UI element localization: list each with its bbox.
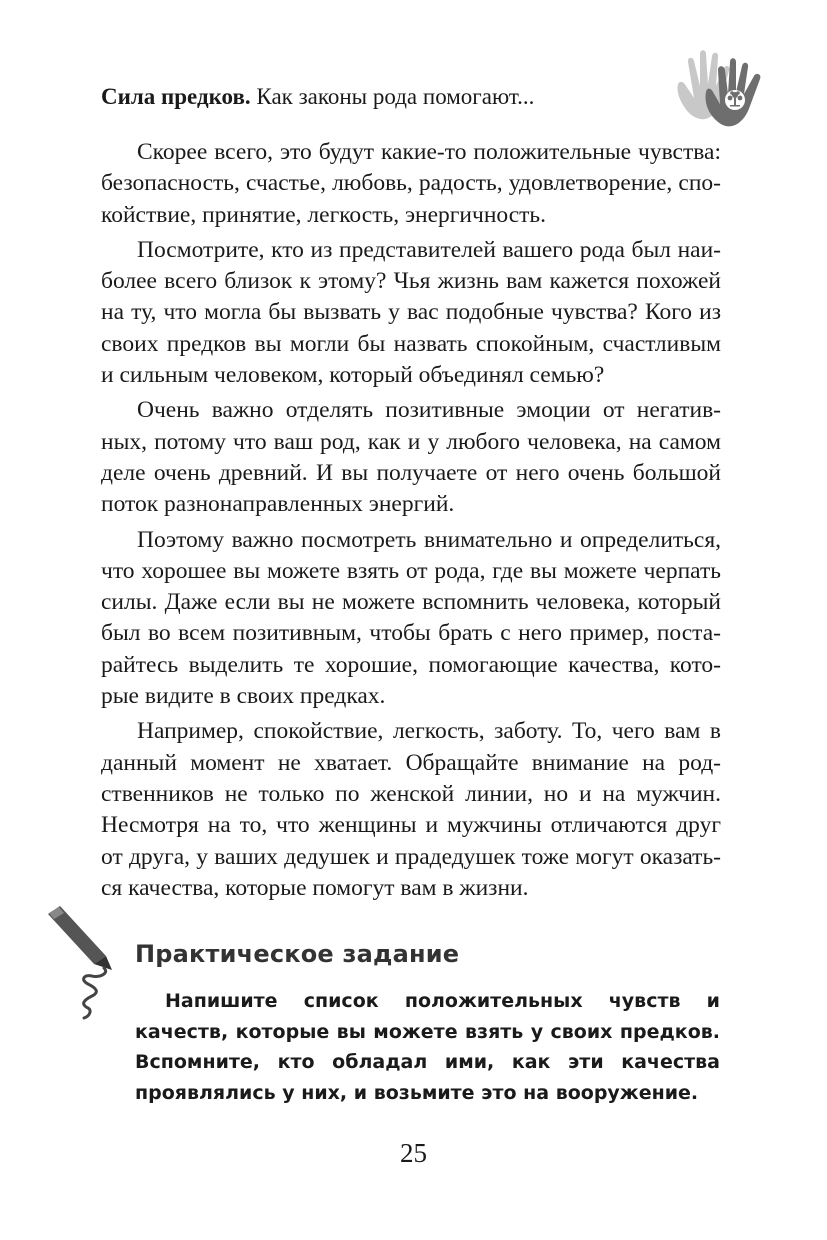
paragraph: Очень важно отделять позитивные эмоции от негативных, потому что ваш род, как и у любого человека, на самом деле очень древний. И вы получаете от него очень большой поток разнонаправленных энергий. xyxy=(101,397,721,518)
practice-task-text: Напишите список положительных чувств и качеств, которые вы можете взять у своих предков. Вспомните, кто обладал ими, как эти качества проявлялись у них, и возьмите это на вооружение. xyxy=(135,990,720,1104)
paragraph: Поэтому важно посмотреть внимательно и определиться, что хорошее вы можете взять от рода, где вы можете черпать силы. Даже если вы не можете вспомнить человека, который был во всем позитивным, чтобы брать с него пример, постарайтесь выделить те хорошие, помогающие качества, которые видите в своих предках. xyxy=(101,526,721,710)
hands-tree-logo-icon xyxy=(668,42,773,132)
running-header xyxy=(101,82,661,112)
body-text xyxy=(101,137,721,908)
paragraph: Например, спокойствие, легкость, заботу. То, чего вам в данный момент не хватает. Обращайте внимание на родственников не только по женской линии, но и на мужчин. Несмотря на то, что женщины и мужчины отличаются друг от друга, у ваших дедушек и прадедушек тоже могут оказаться качества, которые помогут вам в жизни. xyxy=(101,718,721,901)
paragraph: Посмотрите, кто из представителей вашего рода был наиболее всего близок к этому? Чья жизнь вам кажется похожей на ту, что могла бы вызвать у вас подобные чувства? Кого из своих предков вы могли бы назвать спокойным, счастливым и сильным человеком, который объединял семью? xyxy=(101,236,721,389)
practice-title: Практическое задание xyxy=(135,940,460,968)
paragraph: Скорее всего, это будут какие-то положительные чувства: безопасность, счастье, любовь, радость, удовлетворение, спокойствие, принятие, легкость, энергичность. xyxy=(101,139,721,228)
page-number: 25 xyxy=(400,1138,427,1168)
book-title: Сила предков. xyxy=(101,84,251,109)
book-subtitle: Как законы рода помогают... xyxy=(256,84,535,109)
pen-icon xyxy=(40,904,122,1022)
